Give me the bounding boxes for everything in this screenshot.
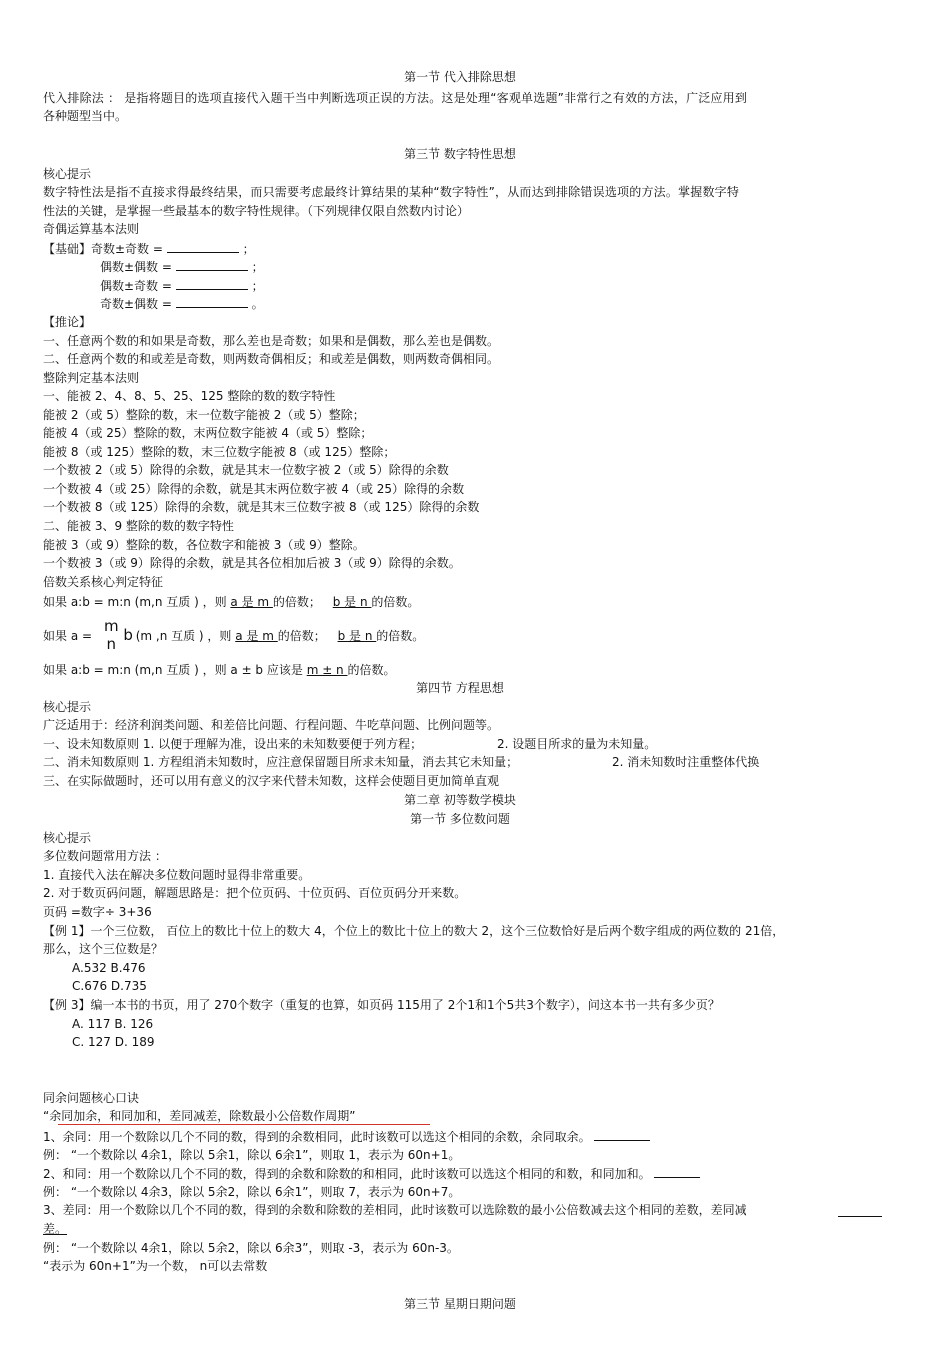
paragraph-line: 多位数问题常用方法 ：: [43, 849, 167, 863]
subheading: 核心提示: [43, 831, 92, 845]
paragraph-line: 各种题型当中。: [43, 109, 128, 123]
paragraph-line: 二、消未知数原则 1. 方程组消未知数时，应注意保留题目所求未知量，消去其它未知量；: [43, 755, 519, 769]
paragraph-line: 2. 消未知数时注重整体代换: [612, 755, 760, 769]
paragraph-line: 一个数被 4（或 25）除得的余数，就是其末两位数字被 4（或 25）除得的余数: [43, 482, 465, 496]
paragraph-line: 二、任意两个数的和或差是奇数，则两数奇偶相反；和或差是偶数，则两数奇偶相同。: [43, 352, 500, 366]
underlined-answer: b 是 n: [332, 595, 372, 609]
answer-blank: [594, 1128, 650, 1141]
underlined-answer: a 是 m: [235, 629, 278, 643]
answer-blank: [167, 240, 239, 253]
section-title: 第一节 代入排除思想: [404, 70, 516, 84]
answer-blank: [176, 258, 248, 271]
multiple-rule: [43, 594, 419, 610]
answer-blank: [176, 277, 248, 290]
subheading: 【推论】: [43, 315, 92, 329]
answer-options: A.532 B.476: [72, 961, 146, 975]
paragraph-line: 数字特性法是指不直接求得最终结果，而只需要考虑最终计算结果的某种“数字特性”，从而达到排除错误选项的方法。掌握数字特: [43, 185, 740, 199]
paragraph-line: 性法的关键，是掌握一些最基本的数字特性规律。（下列规律仅限自然数内讨论）: [43, 204, 470, 218]
rule-text: 如果 a =: [43, 629, 96, 643]
paragraph-line: 二、能被 3、9 整除的数的数字特性: [43, 519, 234, 533]
fraction-numerator: m: [104, 617, 119, 635]
paragraph-line: 广泛适用于：经济利润类问题、和差倍比问题、行程问题、牛吃草问题、比例问题等。: [43, 718, 500, 732]
rule-text: 偶数±奇数 =: [100, 279, 172, 293]
rule-text: 【基础】奇数±奇数 =: [43, 242, 163, 256]
rule-end: 。: [251, 297, 264, 311]
fraction-b: b: [123, 626, 133, 644]
section-title: 第四节 方程思想: [416, 681, 504, 695]
paragraph-line: 能被 2（或 5）整除的数，末一位数字能被 2（或 5）整除；: [43, 408, 365, 422]
rule-text: 的倍数；: [277, 629, 326, 643]
paragraph-line: 一个数被 2（或 5）除得的余数，就是其末一位数字被 2（或 5）除得的余数: [43, 463, 449, 477]
red-underline: [58, 1124, 430, 1125]
section-title: 第三节 数字特性思想: [404, 147, 516, 161]
paragraph-line: 一、能被 2、4、8、5、25、125 整除的数的数字特性: [43, 389, 336, 403]
example-question: 【例 1】一个三位数， 百位上的数比十位上的数大 4，个位上的数比十位上的数大 2，这个三位数恰好是后两个数字组成的两位数的 21倍，: [43, 924, 785, 938]
section-title: 第一节 多位数问题: [410, 812, 510, 826]
subheading: 奇偶运算基本法则: [43, 222, 140, 236]
answer-blank: [176, 295, 248, 308]
paragraph-line: 页码 =数字÷ 3+36: [43, 905, 152, 919]
paragraph-line: [43, 1165, 700, 1182]
paragraph-line: 一、任意两个数的和如果是奇数，那么差也是奇数；如果和是偶数，那么差也是偶数。: [43, 334, 500, 348]
multiple-rule: [43, 662, 396, 678]
paragraph-line: 一个数被 3（或 9）除得的余数，就是其各位相加后被 3（或 9）除得的余数。: [43, 556, 461, 570]
parity-rule: [100, 277, 264, 294]
paragraph-line: 2. 对于数页码问题，解题思路是：把个位页码、十位页码、百位页码分开来数。: [43, 886, 467, 900]
underlined-answer: a 是 m: [230, 595, 273, 609]
subheading: 整除判定基本法则: [43, 371, 140, 385]
rule-end: ；: [251, 279, 264, 293]
answer-blank: [654, 1165, 700, 1178]
underlined-answer: b 是 n: [337, 629, 377, 643]
answer-options: A. 117 B. 126: [72, 1017, 154, 1031]
rule-text: 的倍数。: [376, 629, 425, 643]
rule-text: 奇数±偶数 =: [100, 297, 172, 311]
paragraph-line: 1. 直接代入法在解决多位数问题时显得非常重要。: [43, 868, 311, 882]
fraction-denominator: n: [106, 635, 117, 653]
section-title: 第三节 星期日期问题: [404, 1297, 516, 1311]
rule-text: 如果 a:b = m:n (m,n 互质 ) ，则: [43, 595, 231, 609]
answer-blank: [838, 1204, 882, 1217]
subheading: 同余问题核心口诀: [43, 1091, 140, 1105]
paragraph-line: 三、在实际做题时，还可以用有意义的汉字来代替未知数，这样会使题目更加简单直观: [43, 774, 500, 788]
paragraph-line: 代入排除法 ： 是指将题目的选项直接代入题干当中判断选项正误的方法。这是处理“客观单选题”非常行之有效的方法，广泛应用到: [43, 91, 748, 105]
paragraph-line: “表示为 60n+1”为一个数， n可以去常数: [43, 1259, 268, 1273]
paragraph-line: 差。: [43, 1222, 68, 1236]
subheading: 核心提示: [43, 167, 92, 181]
chapter-title: 第二章 初等数学模块: [404, 793, 516, 807]
fraction-m-over-n: [104, 617, 133, 653]
answer-options: C. 127 D. 189: [72, 1035, 155, 1049]
paragraph-line: 例： “一个数除以 4余1，除以 5余2，除以 6余3”，则取 -3，表示为 60n-3。: [43, 1241, 459, 1255]
rule-text: 1、余同：用一个数除以几个不同的数，得到的余数相同，此时该数可以选这个相同的余数，余同取余。: [43, 1130, 591, 1144]
paragraph-line: 能被 3（或 9）整除的数，各位数字和能被 3（或 9）整除。: [43, 538, 365, 552]
paragraph-line: 例： “一个数除以 4余1，除以 5余1，除以 6余1”，则取 1，表示为 60n+1。: [43, 1148, 461, 1162]
parity-rule: [100, 258, 264, 275]
parity-rule: [43, 240, 255, 257]
rule-text: 的倍数。: [371, 595, 420, 609]
paragraph-line: 一个数被 8（或 125）除得的余数，就是其末三位数字被 8（或 125）除得的余数: [43, 500, 480, 514]
subheading: 倍数关系核心判定特征: [43, 575, 164, 589]
multiple-rule: [43, 628, 424, 644]
rule-text: 的倍数。: [347, 663, 396, 677]
rule-text: 的倍数；: [272, 595, 321, 609]
paragraph-line: 一、设未知数原则 1. 以便于理解为准，设出来的未知数要便于列方程；: [43, 737, 423, 751]
subheading: 核心提示: [43, 700, 92, 714]
rule-text: 2、和同：用一个数除以几个不同的数，得到的余数和除数的和相同，此时该数可以选这个相同的和数，和同加和。: [43, 1167, 651, 1181]
answer-options: C.676 D.735: [72, 979, 147, 993]
example-question: 【例 3】编一本书的书页，用了 270个数字（重复的也算，如页码 115用了 2个1和1个5共3个数字），问这本书一共有多少页？: [43, 998, 720, 1012]
rule-end: ；: [251, 260, 264, 274]
paragraph-line: 能被 8（或 125）整除的数，末三位数字能被 8（或 125）整除；: [43, 445, 396, 459]
mnemonic: “余同加余，和同加和，差同减差，除数最小公倍数作周期”: [43, 1109, 356, 1123]
rule-end: ；: [242, 242, 255, 256]
example-question: 那么，这个三位数是？: [43, 942, 164, 956]
rule-text: 偶数±偶数 =: [100, 260, 172, 274]
paragraph-line: 2. 设题目所求的量为未知量。: [497, 737, 657, 751]
paragraph-line: 能被 4（或 25）整除的数，末两位数字能被 4（或 5）整除；: [43, 426, 373, 440]
parity-rule: [100, 295, 264, 312]
paragraph-line: 3、差同：用一个数除以几个不同的数，得到的余数和除数的差相同，此时该数可以选除数的最小公倍数减去这个相同的差数，差同减: [43, 1203, 747, 1217]
paragraph-line: [43, 1128, 650, 1145]
underlined-answer: m ± n: [306, 663, 348, 677]
paragraph-line: 例： “一个数除以 4余3，除以 5余2，除以 6余1”，则取 7，表示为 60n+7。: [43, 1185, 461, 1199]
rule-text: (m ,n 互质 ) ，则: [135, 629, 236, 643]
rule-text: 如果 a:b = m:n (m,n 互质 ) ，则 a ± b 应该是: [43, 663, 307, 677]
